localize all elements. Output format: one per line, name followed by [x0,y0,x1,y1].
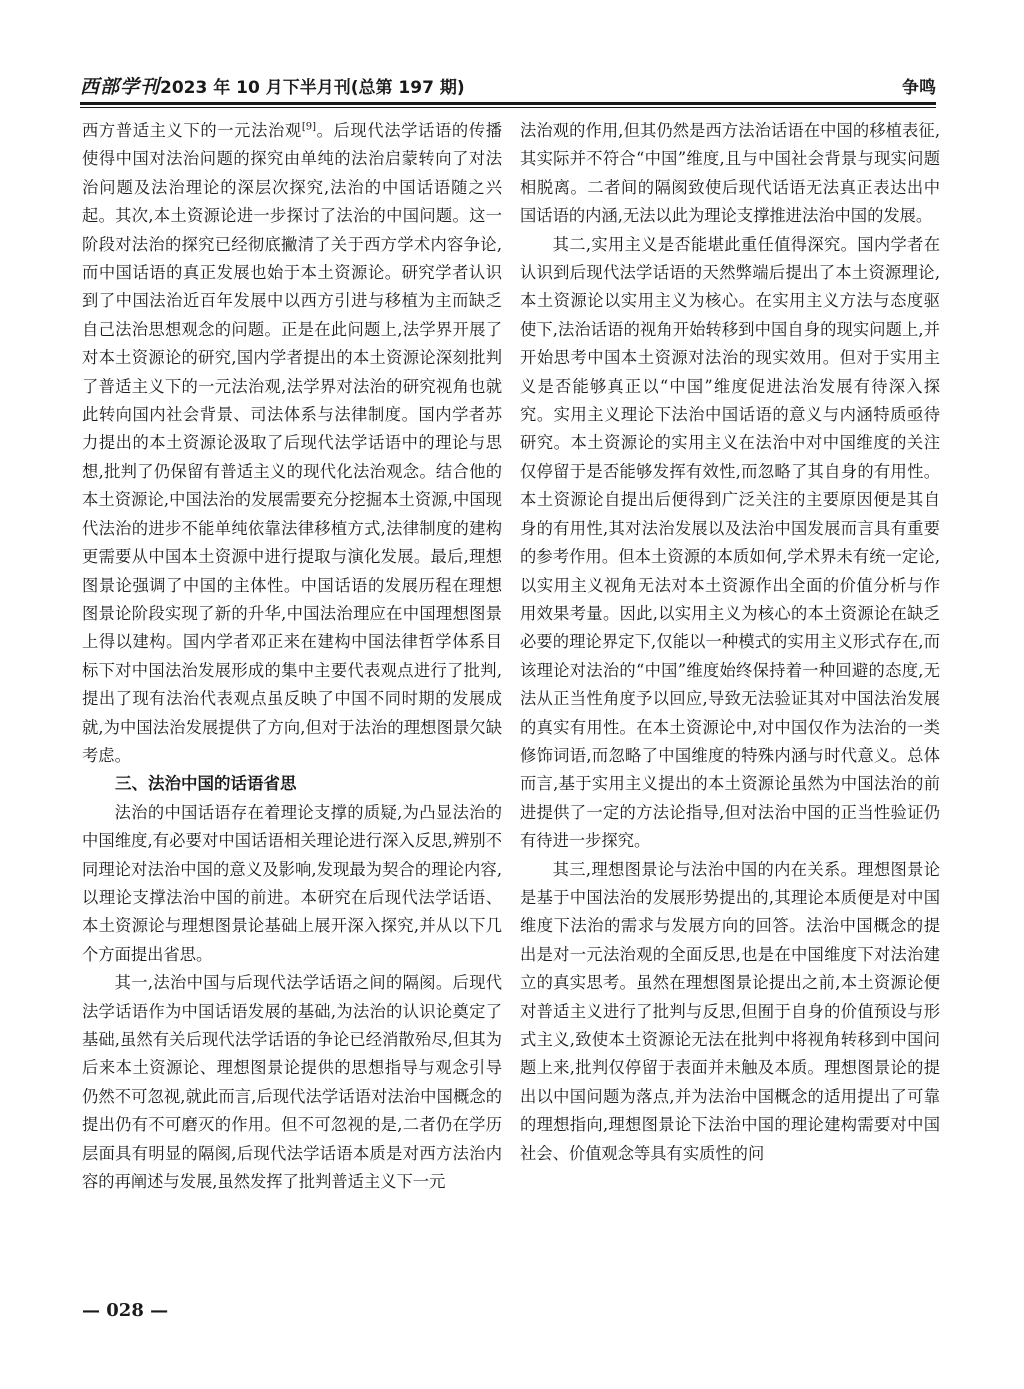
paragraph: 法治的中国话语存在着理论支撑的质疑,为凸显法治的中国维度,有必要对中国话语相关理论进行深入反思,辨别不同理论对法治中国的意义及影响,发现最为契合的理论内容,以理论支撑法治中国的前进。本研究在后现代法学话语、本土资源论与理想图景论基础上展开深入探究,并从以下几个方面提出省思。 [82,802,502,964]
issue-info: 2023 年 10 月下半月刊(总第 197 期) [160,78,465,98]
paragraph: 其二,实用主义是否能堪此重任值得深究。国内学者在认识到后现代法学话语的天然弊端后提出了本土资源理论,本土资源论以实用主义为核心。在实用主义方法与态度驱使下,法治话语的视角开始转移到中国自身的现实问题上,并开始思考中国本土资源对法治的现实效用。但对于实用主义是否能够真正以“中国”维度促进法治发展有待深入探究。实用主义理论下法治中国话语的意义与内涵特质亟待研究。本土资源论的实用主义在法治中对中国维度的关注仅停留于是否能够发挥有效性,而忽略了其自身的有用性。本土资源论自提出后便得到广泛关注的主要原因便是其自身的有用性,其对法治发展以及法治中国发展而言具有重要的参考作用。但本土资源的本质如何,学术界未有统一定论,以实用主义视角无法对本土资源作出全面的价值分析与作用效果考量。因此,以实用主义为核心的本土资源论在缺乏必要的理论界定下,仅能以一种模式的实用主义形式存在,而该理论对法治的“中国”维度始终保持着一种回避的态度,无法从正当性角度予以回应,导致无法验证其对中国法治发展的真实有用性。在本土资源论中,对中国仅作为法治的一类修饰词语,而忽略了中国维度的特殊内涵与时代意义。总体而言,基于实用主义提出的本土资源论虽然为中国法治的前进提供了一定的方法论指导,但对法治中国的正当性验证仍有待进一步探究。 [520,234,940,851]
header-rule-thick [80,102,936,105]
paragraph: 法治观的作用,但其仍然是西方法治话语在中国的移植表征,其实际并不符合“中国”维度,且与中国社会背景与现实问题相脱离。二者间的隔阂致使后现代话语无法真正表达出中国话语的内涵,无法以此为理论支撑推进法治中国的发展。 [520,121,940,226]
journal-logo: 西部学刊 [80,76,161,98]
running-header [80,70,936,100]
section-heading: 三、法治中国的话语省思 [115,774,297,794]
section-name: 争鸣 [902,78,936,98]
header-rule-thin [80,107,936,108]
page-number: — 028 — [82,1300,169,1321]
paragraph: 西方普适主义下的一元法治观[9]。后现代法学话语的传播使得中国对法治问题的探究由单纯的法治启蒙转向了对法治问题及法治理论的深层次探究,法治的中国话语随之兴起。其次,本土资源论进一步探讨了法治的中国问题。这一阶段对法治的探究已经彻底撇清了关于西方学术内容争论,而中国话语的真正发展也始于本土资源论。研究学者认识到了中国法治近百年发展中以西方引进与移植为主而缺乏自己法治思想观念的问题。正是在此问题上,法学界开展了对本土资源论的研究,国内学者提出的本土资源论深刻批判了普适主义下的一元法治观,法学界对法治的研究视角也就此转向国内社会背景、司法体系与法律制度。国内学者苏力提出的本土资源论汲取了后现代法学话语中的理论与思想,批判了仍保留有普适主义的现代化法治观念。结合他的本土资源论,中国法治的发展需要充分挖掘本土资源,中国现代法治的进步不能单纯依靠法律移植方式,法律制度的建构更需要从中国本土资源中进行提取与演化发展。最后,理想图景论强调了中国的主体性。中国话语的发展历程在理想图景论阶段实现了新的升华,中国法治理应在中国理想图景上得以建构。国内学者邓正来在建构中国法律哲学体系目标下对中国法治发展形成的集中主要代表观点进行了批判,提出了现有法治代表观点虽反映了中国不同时期的发展成就,为中国法治发展提供了方向,但对于法治的理想图景欠缺考虑。 [82,121,502,765]
left-column [82,117,502,1302]
right-column [520,117,940,1302]
paragraph: 其一,法治中国与后现代法学话语之间的隔阂。后现代法学话语作为中国话语发展的基础,为法治的认识论奠定了基础,虽然有关后现代法学话语的争论已经消散殆尽,但其为后来本土资源论、理想图景论提供的思想指导与观念引导仍然不可忽视,就此而言,后现代法学话语对法治中国概念的提出仍有不可磨灭的作用。但不可忽视的是,二者仍在学历层面具有明显的隔阂,后现代法学话语本质是对西方法治内容的再阐述与发展,虽然发挥了批判普适主义下一元 [82,973,502,1192]
citation: [9] [301,121,316,133]
paragraph: 其三,理想图景论与法治中国的内在关系。理想图景论是基于中国法治的发展形势提出的,其理论本质便是对中国维度下法治的需求与发展方向的回答。法治中国概念的提出是对一元法治观的全面反思,也是在中国维度下对法治建立的真实思考。虽然在理想图景论提出之前,本土资源论便对普适主义进行了批判与反思,但囿于自身的价值预设与形式主义,致使本土资源论无法在批判中将视角转移到中国问题上来,批判仅停留于表面并未触及本质。理想图景论的提出以中国问题为落点,并为法治中国概念的适用提出了可靠的理想指向,理想图景论下法治中国的理论建构需要对中国社会、价值观念等具有实质性的问 [520,859,940,1163]
